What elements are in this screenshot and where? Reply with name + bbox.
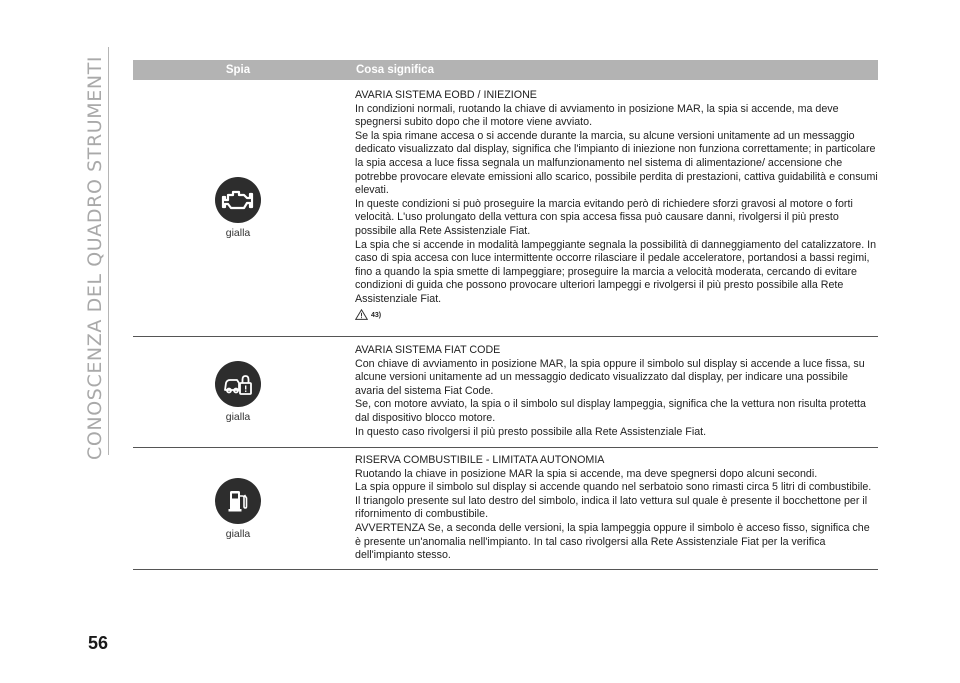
paragraph: AVVERTENZA Se, a seconda delle versioni, la spia lampeggia oppure il simbolo è acceso fisso, significa che è presente un'anomalia nell'impianto. In tal caso rivolgersi alla Rete Assistenziale Fiat per la verifica dell'impianto stesso. [355, 521, 870, 562]
table-header [133, 60, 878, 80]
paragraph: In queste condizioni si può proseguire la marcia evitando però di richiedere sforzi gravosi al motore o forti velocità. L'uso prolungato della vettura con spia accesa fissa può causare danni, rivolgersi il più presto possibile alla Rete Assistenziale Fiat. [355, 197, 853, 237]
description-cell [343, 80, 878, 336]
color-label: gialla [225, 227, 251, 239]
color-label: gialla [225, 411, 251, 423]
row-title: AVARIA SISTEMA FIAT CODE [355, 344, 501, 356]
description-cell [343, 448, 878, 569]
paragraph: Con chiave di avviamento in posizione MAR, la spia oppure il simbolo sul display si accende a luce fissa, su alcune versioni unitamente ad un messaggio dedicato visualizzato dal display, per indicare una possibile avaria del sistema Fiat Code. [355, 357, 865, 397]
paragraph: La spia oppure il simbolo sul display si accende quando nel serbatoio sono rimasti circa 5 litri di combustibile. Il triangolo presente sul lato destro del simbolo, indica il lato vettura sul quale è presente il bocchettone per il rifornimento di combustibile. [355, 481, 872, 521]
table-row [133, 448, 878, 570]
row-title: RISERVA COMBUSTIBILE - LIMITATA AUTONOMIA [355, 454, 605, 466]
fiat-code-immobilizer-icon [215, 361, 261, 407]
fuel-pump-icon [215, 478, 261, 524]
table-row [133, 337, 878, 448]
paragraph: Se, con motore avviato, la spia o il simbolo sul display lampeggia, significa che la vettura non risulta protetta dal dispositivo blocco motore. [355, 398, 866, 424]
warning-note [355, 309, 878, 320]
row-title: AVARIA SISTEMA EOBD / INIEZIONE [355, 89, 537, 101]
page-number: 56 [88, 633, 109, 653]
icon-cell [133, 337, 343, 447]
note-reference: 43) [371, 311, 382, 319]
icon-cell [133, 448, 343, 569]
warning-triangle-icon [355, 309, 368, 320]
section-divider [108, 47, 109, 455]
description-cell [343, 337, 878, 447]
paragraph: Ruotando la chiave in posizione MAR la spia si accende, ma deve spegnersi dopo alcuni secondi. [355, 467, 818, 480]
icon-cell [133, 80, 343, 336]
warning-lights-table [133, 60, 878, 570]
color-label: gialla [225, 527, 251, 540]
paragraph: In questo caso rivolgersi il più presto possibile alla Rete Assistenziale Fiat. [355, 425, 707, 438]
paragraph: In condizioni normali, ruotando la chiave di avviamento in posizione MAR, la spia si accende, ma deve spegnersi subito dopo che il motore viene avviato. [355, 102, 839, 129]
engine-check-icon [215, 177, 261, 223]
paragraph: Se la spia rimane accesa o si accende durante la marcia, su alcune versioni unitamente ad un messaggio dedicato visualizzato dal display, significa che l'impianto di iniezione non funziona correttamente; in particolare la spia accesa a luce fissa segnala un malfunzionamento nel sistema di alimentazione/ accensione che potrebbe provocare elevate emissioni allo scarico, possibile perdita di prestazioni, cattiva guidabilità e consumi elevati. [355, 129, 878, 197]
table-row [133, 80, 878, 337]
paragraph: La spia che si accende in modalità lampeggiante segnala la possibilità di danneggiamento del catalizzatore. In caso di spia accesa con luce intermittente occorre rilasciare il pedale acceleratore, portandosi a bassi regimi, fino a quando la spia smette di lampeggiare; proseguire la marcia a velocità moderata, cercando di evitare condizioni di guida che possono provocare ulteriori lampeggi e rivolgersi il più presto possibile alla Rete Assistenziale Fiat. [355, 238, 877, 305]
section-title-vertical: CONOSCENZA DEL QUADRO STRUMENTI [84, 55, 106, 460]
header-cosa-significa: Cosa significa [356, 64, 434, 76]
header-spia: Spia [225, 64, 251, 76]
